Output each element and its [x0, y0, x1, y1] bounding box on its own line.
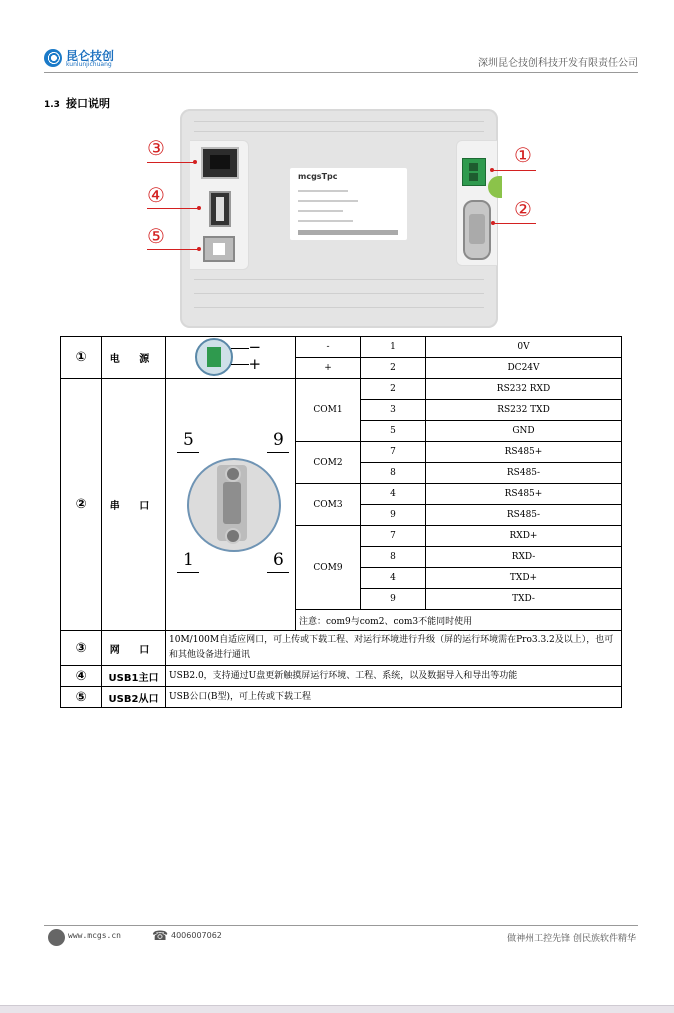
pin-label-1: 1: [183, 549, 194, 570]
callout-5-leader: [147, 249, 199, 250]
signal-cell: TXD-: [426, 589, 622, 610]
company-logo: [44, 48, 124, 70]
signal-cell: RS232 TXD: [426, 400, 622, 421]
row-number: ②: [61, 379, 102, 631]
db9-port-icon: [463, 200, 491, 260]
row-description: USB2.0，支持通过U盘更新触摸屏运行环境、工程、系统，以及数据导入和导出等功能: [166, 666, 622, 687]
header-divider: [44, 72, 638, 73]
serial-note: 注意：com9与com2、com3不能同时使用: [296, 610, 622, 631]
table-row: [61, 687, 622, 708]
pin-cell: 4: [361, 568, 426, 589]
pin-cell: 1: [361, 337, 426, 358]
sign-cell: -: [296, 337, 361, 358]
callout-5: ⑤: [147, 224, 165, 248]
row-name: 串 口: [102, 379, 166, 631]
pin-cell: 8: [361, 463, 426, 484]
interface-spec-table: [60, 336, 622, 708]
table-row: [61, 631, 622, 666]
pin-cell: 9: [361, 505, 426, 526]
usb-a-port-icon: [209, 191, 231, 227]
pin-cell: 3: [361, 400, 426, 421]
row-number: ⑤: [61, 687, 102, 708]
signal-cell: 0V: [426, 337, 622, 358]
pin-label-6: 6: [273, 549, 284, 570]
callout-1-leader: [492, 170, 536, 171]
pin-cell: 9: [361, 589, 426, 610]
plus-sign: +: [248, 355, 262, 373]
callout-3: ③: [147, 136, 165, 160]
port-cell: COM3: [296, 484, 361, 526]
ethernet-port-icon: [201, 147, 239, 179]
signal-cell: RS485-: [426, 505, 622, 526]
row-number: ③: [61, 631, 102, 666]
logo-text: 昆仑技创: [66, 49, 115, 63]
footer-phone: 4006007062: [171, 931, 222, 940]
footer-slogan: 做神州工控先锋 创民族软件精华: [507, 934, 636, 944]
row-name: USB2从口: [102, 687, 166, 708]
section-number: 1.3: [44, 100, 60, 110]
signal-cell: RS232 RXD: [426, 379, 622, 400]
phone-icon: ☎: [152, 929, 169, 944]
pin-cell: 7: [361, 526, 426, 547]
table-row: [61, 379, 622, 400]
power-terminal-icon: [462, 158, 486, 186]
row-name: 电 源: [102, 337, 166, 379]
section-heading: [44, 95, 110, 111]
footer-divider: [44, 925, 638, 926]
globe-icon: [48, 929, 65, 946]
row-description: 10M/100M自适应网口，可上传或下载工程、对运行环境进行升级（屏的运行环境需在Pro3.3.2及以上），也可和其他设备进行通讯: [166, 631, 622, 666]
logo-swirl-icon: [44, 49, 62, 67]
callout-2: ②: [514, 197, 532, 221]
callout-1: ①: [514, 143, 532, 167]
company-name: 深圳昆仑技创科技开发有限责任公司: [478, 58, 638, 69]
sign-cell: +: [296, 358, 361, 379]
signal-cell: RXD+: [426, 526, 622, 547]
pin-label-5: 5: [183, 429, 194, 450]
power-connector-figure: [166, 337, 296, 379]
callout-4-leader: [147, 208, 199, 209]
table-row: [61, 337, 622, 358]
signal-cell: RS485+: [426, 442, 622, 463]
footer-website: www.mcgs.cn: [68, 931, 121, 940]
row-name: 网 口: [102, 631, 166, 666]
port-cell: COM9: [296, 526, 361, 610]
pin-cell: 7: [361, 442, 426, 463]
row-name: USB1主口: [102, 666, 166, 687]
row-description: USB公口(B型)，可上传或下载工程: [166, 687, 622, 708]
db9-pinout-figure: [166, 379, 296, 631]
usb-b-port-icon: [203, 236, 235, 262]
pin-cell: 5: [361, 421, 426, 442]
signal-cell: TXD+: [426, 568, 622, 589]
power-connector-icon: [195, 338, 233, 376]
pin-cell: 8: [361, 547, 426, 568]
callout-2-leader: [493, 223, 536, 224]
nameplate-brand: mcgsTpc: [298, 172, 338, 181]
port-cell: COM2: [296, 442, 361, 484]
table-row: [61, 666, 622, 687]
section-title: 接口说明: [65, 97, 110, 110]
signal-cell: DC24V: [426, 358, 622, 379]
logo-subtext: kunlunjichuang: [66, 61, 112, 68]
pin-cell: 2: [361, 358, 426, 379]
signal-cell: RS485+: [426, 484, 622, 505]
signal-cell: RXD-: [426, 547, 622, 568]
row-number: ①: [61, 337, 102, 379]
minus-sign: −: [248, 338, 262, 356]
pin-cell: 4: [361, 484, 426, 505]
callout-3-leader: [147, 162, 195, 163]
pin-label-9: 9: [273, 429, 284, 450]
signal-cell: RS485-: [426, 463, 622, 484]
pin-cell: 2: [361, 379, 426, 400]
signal-cell: GND: [426, 421, 622, 442]
port-cell: COM1: [296, 379, 361, 442]
callout-4: ④: [147, 183, 165, 207]
row-number: ④: [61, 666, 102, 687]
